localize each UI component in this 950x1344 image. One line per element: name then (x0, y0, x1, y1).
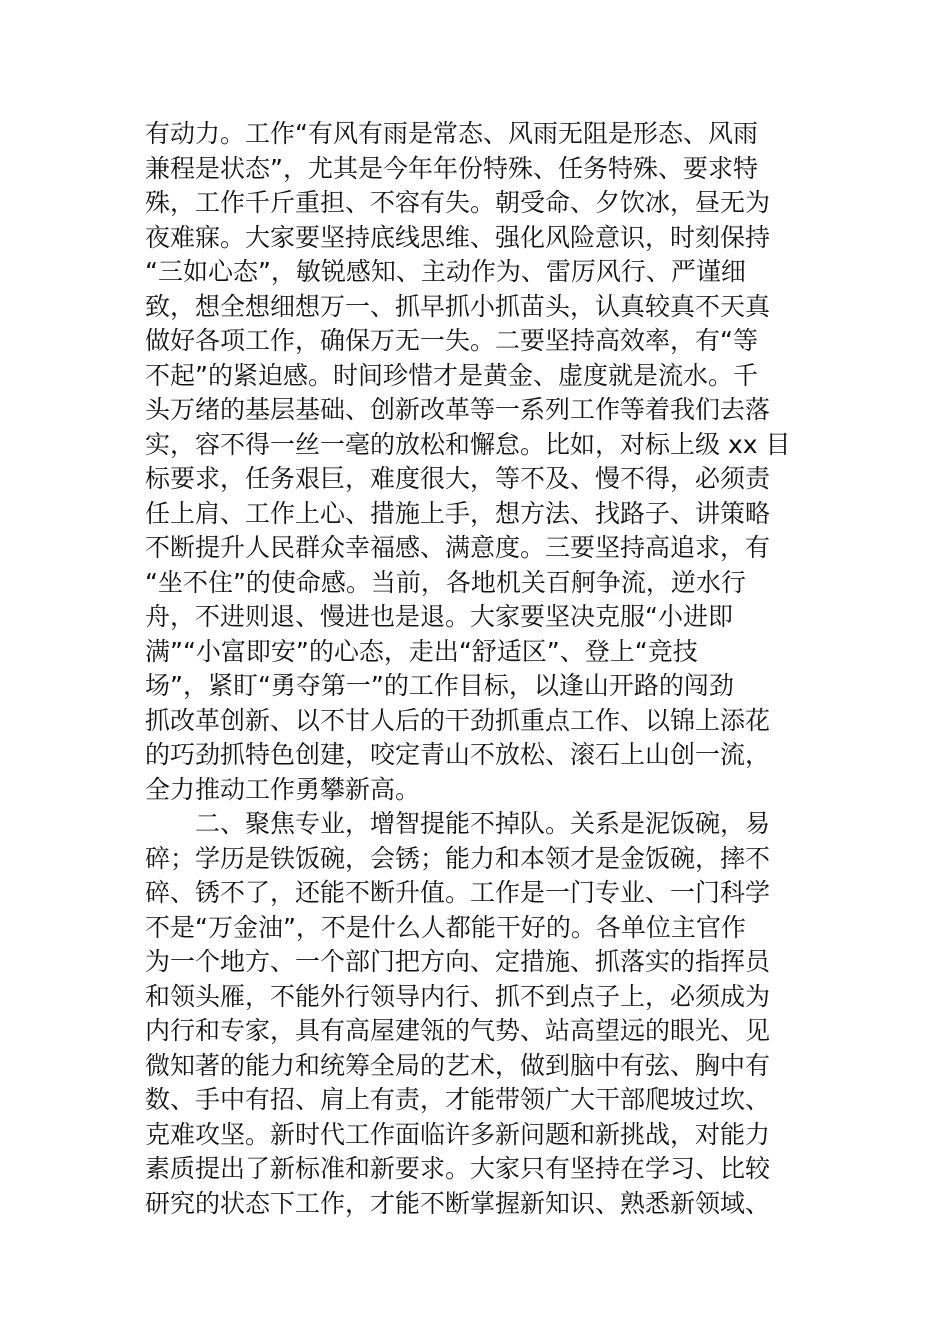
section-heading-line: 二、聚焦专业，增智提能不掉队。关系是泥饭碗，易 (145, 809, 771, 838)
text-line-20: 全力推动工作勇攀新高。 (145, 774, 421, 804)
text-line-22: 碎；学历是铁饭碗，会锈；能力和本领才是金饭碗，摔不 (145, 843, 771, 873)
text-line-2: 兼程是状态”，尤其是今年年份特殊、任务特殊、要求特 (145, 153, 758, 183)
text-line-30: 克难攻坚。新时代工作面临许多新问题和新挑战，对能力 (145, 1119, 771, 1149)
text-line-31: 素质提出了新标准和新要求。大家只有坚持在学习、比较 (145, 1154, 771, 1183)
text-line-26: 和领头雁，不能外行领导内行、抓不到点子上，必须成为 (145, 981, 771, 1011)
text-line-11: 标要求，任务艰巨，难度很大，等不及、慢不得，必须责 (145, 464, 771, 493)
text-line-1: 有动力。工作“有风有雨是常态、风雨无阻是形态、风雨 (145, 119, 758, 148)
text-line-29: 数、手中有招、肩上有责，才能带领广大干部爬坡过坎、 (145, 1085, 771, 1114)
text-line-10: 实，容不得一丝一毫的放松和懈怠。比如，对标上级 xx 目 (145, 429, 791, 459)
text-line-6: 致，想全想细想万一、抓早抓小抓苗头，认真较真不天真 (145, 291, 771, 321)
text-line-24: 不是“万金油”，不是什么人都能干好的。各单位主官作 (145, 912, 746, 942)
text-line-12: 任上肩、工作上心、措施上手，想方法、找路子、讲策略 (145, 498, 771, 528)
text-line-23: 碎、锈不了，还能不断升值。工作是一门专业、一门科学 (145, 878, 771, 907)
text-line-4: 夜难寐。大家要坚持底线思维、强化风险意识，时刻保持 (145, 222, 771, 252)
text-line-13: 不断提升人民群众幸福感、满意度。三要坚持高追求，有 (145, 533, 771, 562)
text-line-15: 舟，不进则退、慢进也是退。大家要坚决克服“小进即 (145, 602, 733, 631)
text-line-25: 为一个地方、一个部门把方向、定措施、抓落实的指挥员 (145, 947, 771, 976)
text-line-8: 不起”的紧迫感。时间珍惜才是黄金、虚度就是流水。千 (145, 360, 758, 390)
text-line-27: 内行和专家，具有高屋建瓴的气势、站高望远的眼光、见 (145, 1016, 771, 1045)
text-line-18: 抓改革创新、以不甘人后的干劲抓重点工作、以锦上添花 (145, 705, 771, 735)
text-line-14: “坐不住”的使命感。当前，各地机关百舸争流，逆水行 (145, 567, 746, 597)
text-line-32: 研究的状态下工作，才能不断掌握新知识、熟悉新领域、 (145, 1188, 771, 1218)
text-line-9: 头万绪的基层基础、创新改革等一系列工作等着我们去落 (145, 395, 771, 424)
text-line-3: 殊，工作千斤重担、不容有失。朝受命、夕饮冰，昼无为 (145, 188, 771, 217)
body-text (145, 117, 810, 1221)
text-line-19: 的巧劲抓特色创建，咬定青山不放松、滚石上山创一流， (145, 740, 771, 769)
text-line-5: “三如心态”，敏锐感知、主动作为、雷厉风行、严谨细 (145, 257, 746, 286)
text-line-7: 做好各项工作，确保万无一失。二要坚持高效率，有“等 (145, 326, 758, 355)
text-line-17: 场”，紧盯“勇夺第一”的工作目标，以逢山开路的闯劲 (145, 671, 734, 700)
text-line-16: 满”“小富即安”的心态，走出“舒适区”、登上“竞技 (145, 636, 698, 666)
text-line-28: 微知著的能力和统筹全局的艺术，做到脑中有弦、胸中有 (145, 1050, 771, 1080)
